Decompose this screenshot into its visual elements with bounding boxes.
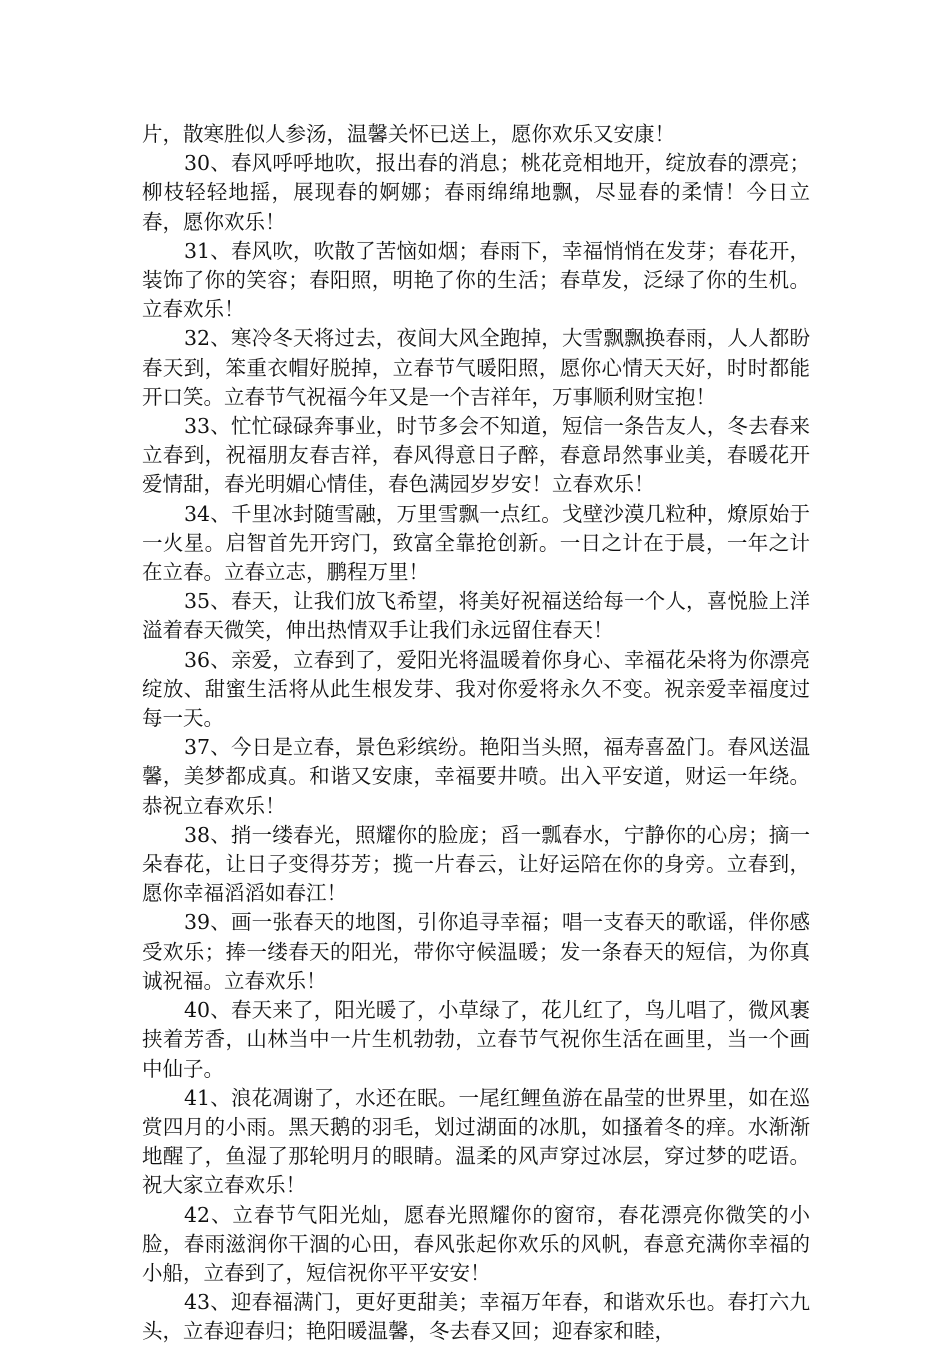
paragraph-38: 38、捎一缕春光，照耀你的脸庞；舀一瓢春水，宁静你的心房；摘一朵春花，让日子变得芬芳；揽一片春云，让好运陪在你的身旁。立春到，愿你幸福滔滔如春江！ — [142, 822, 810, 906]
paragraph-42: 42、立春节气阳光灿，愿春光照耀你的窗帘，春花漂亮你微笑的小脸，春雨滋润你干涸的心田，春风张起你欢乐的风帆，春意充满你幸福的小船，立春到了，短信祝你平平安安！ — [142, 1202, 810, 1285]
paragraph-37: 37、今日是立春，景色彩缤纷。艳阳当头照，福寿喜盈门。春风送温馨，美梦都成真。和谐又安康，幸福要井喷。出入平安道，财运一年绕。恭祝立春欢乐！ — [142, 735, 810, 818]
document-body — [142, 120, 810, 1347]
paragraph-40: 40、春天来了，阳光暖了，小草绿了，花儿红了，鸟儿唱了，微风裹挟着芳香，山林当中一片生机勃勃，立春节气祝你生活在画里，当一个画中仙子。 — [142, 998, 810, 1081]
paragraph-35: 35、春天，让我们放飞希望，将美好祝福送给每一个人，喜悦脸上洋溢着春天微笑，伸出热情双手让我们永远留住春天！ — [142, 589, 810, 643]
continuation-text: 片，散寒胜似人参汤，温馨关怀已送上，愿你欢乐又安康！ — [142, 122, 675, 146]
paragraph-41: 41、浪花凋谢了，水还在眠。一尾红鲤鱼游在晶莹的世界里，如在巡赏四月的小雨。黑天鹅的羽毛，划过湖面的冰肌，如搔着冬的痒。水渐渐地醒了，鱼湿了那轮明月的眼睛。温柔的风声穿过冰层，穿过梦的呓语。祝大家立春欢乐！ — [142, 1085, 810, 1198]
paragraph-30: 30、春风呼呼地吹，报出春的消息；桃花竞相地开，绽放春的漂亮；柳枝轻轻地摇，展现春的婀娜；春雨绵绵地飘，尽显春的柔情！今日立春，愿你欢乐！ — [142, 151, 810, 234]
paragraph-31: 31、春风吹，吹散了苦恼如烟；春雨下，幸福悄悄在发芽；春花开，装饰了你的笑容；春阳照，明艳了你的生活；春草发，泛绿了你的生机。立春欢乐！ — [142, 238, 810, 322]
paragraph-43: 43、迎春福满门，更好更甜美；幸福万年春，和谐欢乐也。春打六九头，立春迎春归；艳阳暖温馨，冬去春又回；迎春家和睦， — [142, 1290, 810, 1344]
paragraph-36: 36、亲爱，立春到了，爱阳光将温暖着你身心、幸福花朵将为你漂亮绽放、甜蜜生活将从此生根发芽、我对你爱将永久不变。祝亲爱幸福度过每一天。 — [142, 647, 810, 731]
paragraph-34: 34、千里冰封随雪融，万里雪飘一点红。戈壁沙漠几粒种，燎原始于一火星。启智首先开窍门，致富全靠抢创新。一日之计在于晨，一年之计在立春。立春立志，鹏程万里！ — [142, 501, 810, 585]
paragraph-33: 33、忙忙碌碌奔事业，时节多会不知道，短信一条告友人，冬去春来立春到，祝福朋友春吉祥，春风得意日子醉，春意昂然事业美，春暖花开爱情甜，春光明媚心情佳，春色满园岁岁安！立春欢乐！ — [142, 414, 810, 497]
paragraph-39: 39、画一张春天的地图，引你追寻幸福；唱一支春天的歌谣，伴你感受欢乐；捧一缕春天的阳光，带你守候温暖；发一条春天的短信，为你真诚祝福。立春欢乐！ — [142, 910, 810, 993]
paragraph-32: 32、寒冷冬天将过去，夜间大风全跑掉，大雪飘飘换春雨，人人都盼春天到，笨重衣帽好脱掉，立春节气暖阳照，愿你心情天天好，时时都能开口笑。立春节气祝福今年又是一个吉祥年，万事顺利财宝抱！ — [142, 326, 810, 409]
